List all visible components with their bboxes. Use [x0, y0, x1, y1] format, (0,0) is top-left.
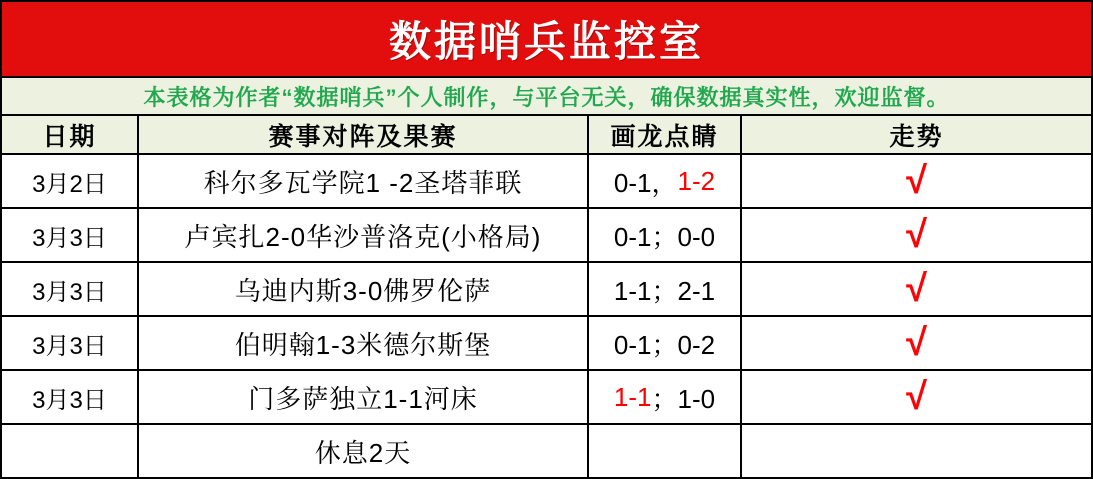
- title-banner: [2, 2, 1091, 76]
- row-score: [589, 317, 740, 369]
- row-date: 3月3日: [2, 209, 137, 261]
- row-match: 卢宾扎2-0华沙普洛克(小格局): [139, 209, 587, 261]
- row-trend-checkmark: √: [742, 317, 1091, 369]
- column-header-score: 画龙点睛: [589, 116, 740, 153]
- notice-bar: [2, 78, 1091, 114]
- row-trend-checkmark: √: [742, 155, 1091, 207]
- row-date: 3月3日: [2, 371, 137, 423]
- row-date: [2, 425, 137, 477]
- row-score: [589, 155, 740, 207]
- score-part: 0-1；0-2: [613, 329, 716, 360]
- row-match: 科尔多瓦学院1 -2圣塔菲联: [139, 155, 587, 207]
- row-date: 3月3日: [2, 263, 137, 315]
- row-match: 门多萨独立1-1河床: [139, 371, 587, 423]
- score-part: ；1-0: [651, 383, 716, 414]
- score-part: 1-1；2-1: [613, 275, 716, 306]
- column-header-date: 日期: [2, 116, 137, 153]
- score-part: 0-1；0-0: [613, 221, 716, 252]
- row-date: 3月2日: [2, 155, 137, 207]
- row-match: 休息2天: [139, 425, 587, 477]
- row-score: [589, 263, 740, 315]
- row-score: [589, 371, 740, 423]
- row-trend-checkmark: √: [742, 263, 1091, 315]
- page-title: 数据哨兵监控室: [388, 18, 704, 65]
- row-trend-checkmark: [742, 425, 1091, 477]
- column-header-match: 赛事对阵及果赛: [139, 116, 587, 153]
- row-match: 乌迪内斯3-0佛罗伦萨: [139, 263, 587, 315]
- score-part: 0-1，: [613, 167, 678, 198]
- row-date: 3月3日: [2, 317, 137, 369]
- row-trend-checkmark: √: [742, 209, 1091, 261]
- score-part: 1-1: [613, 381, 652, 412]
- row-score: [589, 209, 740, 261]
- row-score: [589, 425, 740, 477]
- score-part: 1-2: [677, 165, 716, 196]
- row-trend-checkmark: √: [742, 371, 1091, 423]
- row-match: 伯明翰1-3米德尔斯堡: [139, 317, 587, 369]
- column-header-trend: 走势: [742, 116, 1091, 153]
- disclaimer-text: 本表格为作者“数据哨兵”个人制作，与平台无关，确保数据真实性，欢迎监督。: [143, 84, 950, 110]
